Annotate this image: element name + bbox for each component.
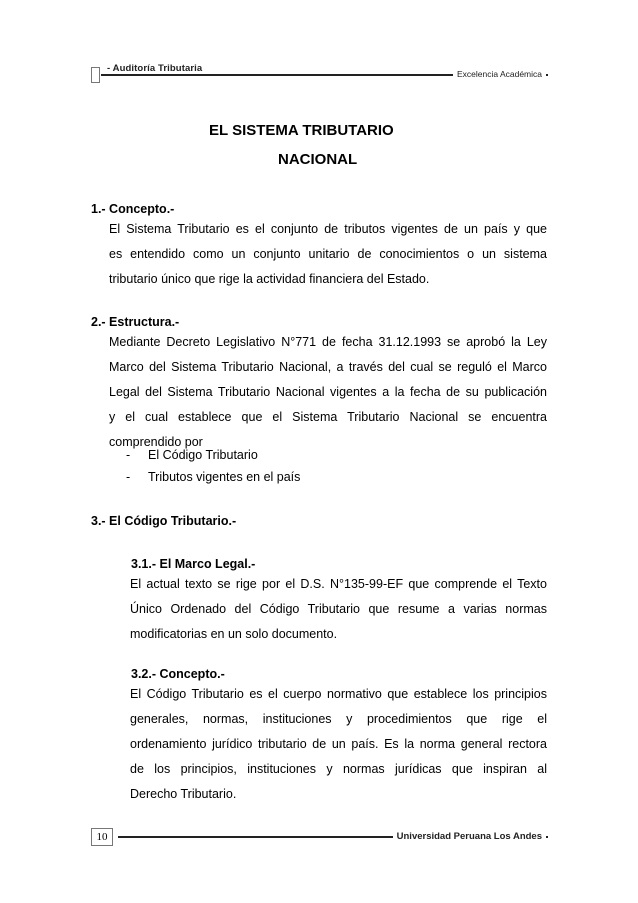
paragraph-line: y el cual establece que el Sistema Tributario Nacional se encuentra	[109, 410, 547, 424]
page-title-line2: NACIONAL	[278, 151, 358, 168]
page-number: 10	[91, 828, 113, 846]
codigo-concepto-paragraph	[130, 682, 547, 807]
section-heading-estructura: 2.- Estructura.-	[91, 315, 180, 329]
paragraph-line: Legal del Sistema Tributario Nacional vigentes a la fecha de su publicación	[109, 385, 547, 399]
header-course-title: - Auditoría Tributaria	[103, 63, 206, 74]
paragraph-line: Marco del Sistema Tributario Nacional, a través del cual se reguló el Marco	[109, 360, 547, 374]
page-title-line1: EL SISTEMA TRIBUTARIO	[209, 122, 394, 139]
paragraph-line: Único Ordenado del Código Tributario que resume a varias normas	[130, 602, 547, 616]
paragraph-line: comprendido por	[109, 435, 203, 449]
list-item	[126, 470, 300, 484]
paragraph-line: Mediante Decreto Legislativo N°771 de fecha 31.12.1993 se aprobó la Ley	[109, 335, 547, 349]
paragraph-line: El Sistema Tributario es el conjunto de tributos vigentes de un país y que	[109, 222, 547, 236]
paragraph-line: tributario único que rige la actividad financiera del Estado.	[109, 272, 430, 286]
paragraph-line: generales, normas, instituciones y procedimientos que rige el	[130, 712, 547, 726]
concepto-paragraph	[109, 217, 547, 292]
bullet-dash: -	[126, 470, 131, 484]
bullet-dash: -	[126, 448, 131, 462]
footer-university: Universidad Peruana Los Andes	[393, 831, 546, 842]
subsection-heading-marco-legal: 3.1.- El Marco Legal.-	[131, 557, 256, 571]
paragraph-line: es entendido como un conjunto unitario de conocimientos o un sistema	[109, 247, 547, 261]
header-slogan: Excelencia Académica	[453, 69, 546, 79]
paragraph-line: modificatorias en un solo documento.	[130, 627, 338, 641]
paragraph-line: de los principios, instituciones y normas jurídicas que inspiran al	[130, 762, 547, 776]
header-marker	[91, 67, 100, 83]
section-heading-concepto: 1.- Concepto.-	[91, 202, 175, 216]
list-item	[126, 448, 258, 462]
paragraph-line: ordenamiento jurídico tributario de un país. Es la norma general rectora	[130, 737, 547, 751]
paragraph-line: El Código Tributario es el cuerpo normativo que establece los principios	[130, 687, 547, 701]
section-heading-codigo: 3.- El Código Tributario.-	[91, 514, 237, 528]
subsection-heading-concepto: 3.2.- Concepto.-	[131, 667, 225, 681]
marco-legal-paragraph	[130, 572, 547, 647]
list-item-text: Tributos vigentes en el país	[148, 470, 301, 484]
list-item-text: El Código Tributario	[148, 448, 258, 462]
paragraph-line: Derecho Tributario.	[130, 787, 237, 801]
estructura-paragraph	[109, 330, 547, 455]
paragraph-line: El actual texto se rige por el D.S. N°135-99-EF que comprende el Texto	[130, 577, 547, 591]
